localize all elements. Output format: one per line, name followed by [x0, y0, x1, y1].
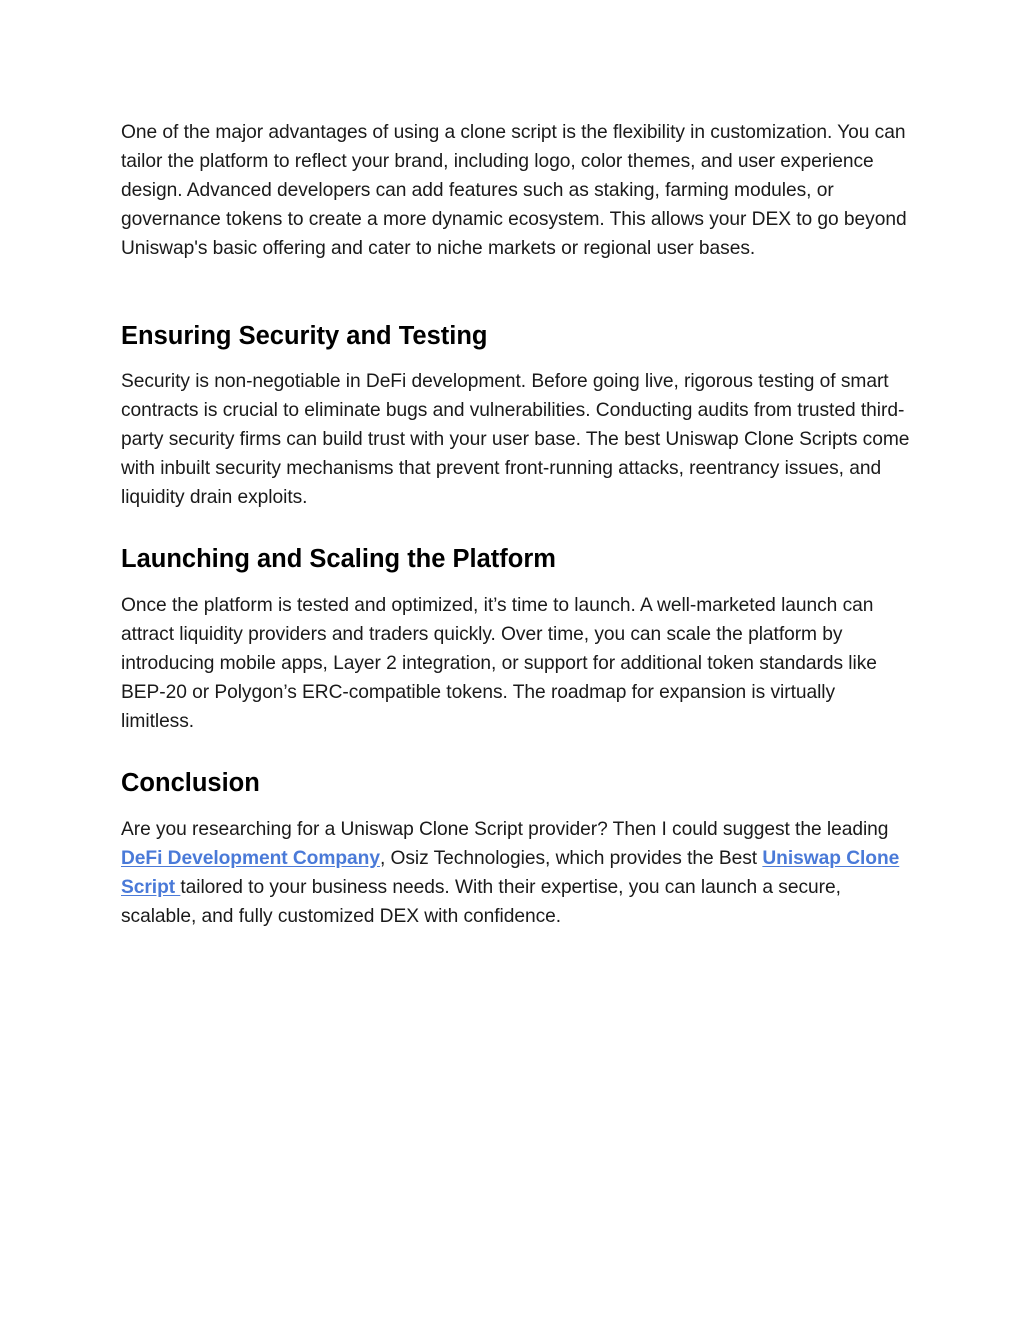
conclusion-text-part-2: , Osiz Technologies, which provides the Best — [379, 848, 763, 869]
launch-paragraph: Once the platform is tested and optimized, it’s time to launch. A well-marketed launch can attract liquidity providers and traders quickly. Over time, you can scale the platform by introducing mobile apps, Layer 2 integration, or support for additional token standards like BEP-20 or Polygon’s ERC-compatible tokens. The roadmap for expansion is virtually limitless. — [121, 595, 877, 732]
document-page — [121, 118, 911, 931]
security-paragraph: Security is non-negotiable in DeFi development. Before going live, rigorous testing of smart contracts is crucial to eliminate bugs and vulnerabilities. Conducting audits from trusted third-party security firms can build trust with your user base. The best Uniswap Clone Scripts come with inbuilt security mechanisms that prevent front-running attacks, reentrancy issues, and liquidity drain exploits. — [121, 371, 910, 508]
conclusion-text-part-3: tailored to your business needs. With their expertise, you can launch a secure, scalable, and fully customized DEX with confidence. — [121, 877, 841, 927]
conclusion-text-part-1: Are you researching for a Uniswap Clone Script provider? Then I could suggest the leading — [121, 819, 889, 840]
uniswap-clone-script-link[interactable]: Uniswap Clone Script — [121, 848, 900, 898]
defi-development-company-link[interactable]: DeFi Development Company — [121, 848, 380, 869]
section-heading-conclusion: Conclusion — [121, 769, 260, 797]
section-heading-security: Ensuring Security and Testing — [121, 322, 488, 350]
section-heading-launch: Launching and Scaling the Platform — [121, 545, 556, 573]
conclusion-paragraph — [121, 815, 911, 931]
intro-paragraph: One of the major advantages of using a clone script is the flexibility in customization. You can tailor the platform to reflect your brand, including logo, color themes, and user experience design. Advanced developers can add features such as staking, farming modules, or governance tokens to create a more dynamic ecosystem. This allows your DEX to go beyond Uniswap's basic offering and cater to niche markets or regional user bases. — [121, 122, 907, 259]
